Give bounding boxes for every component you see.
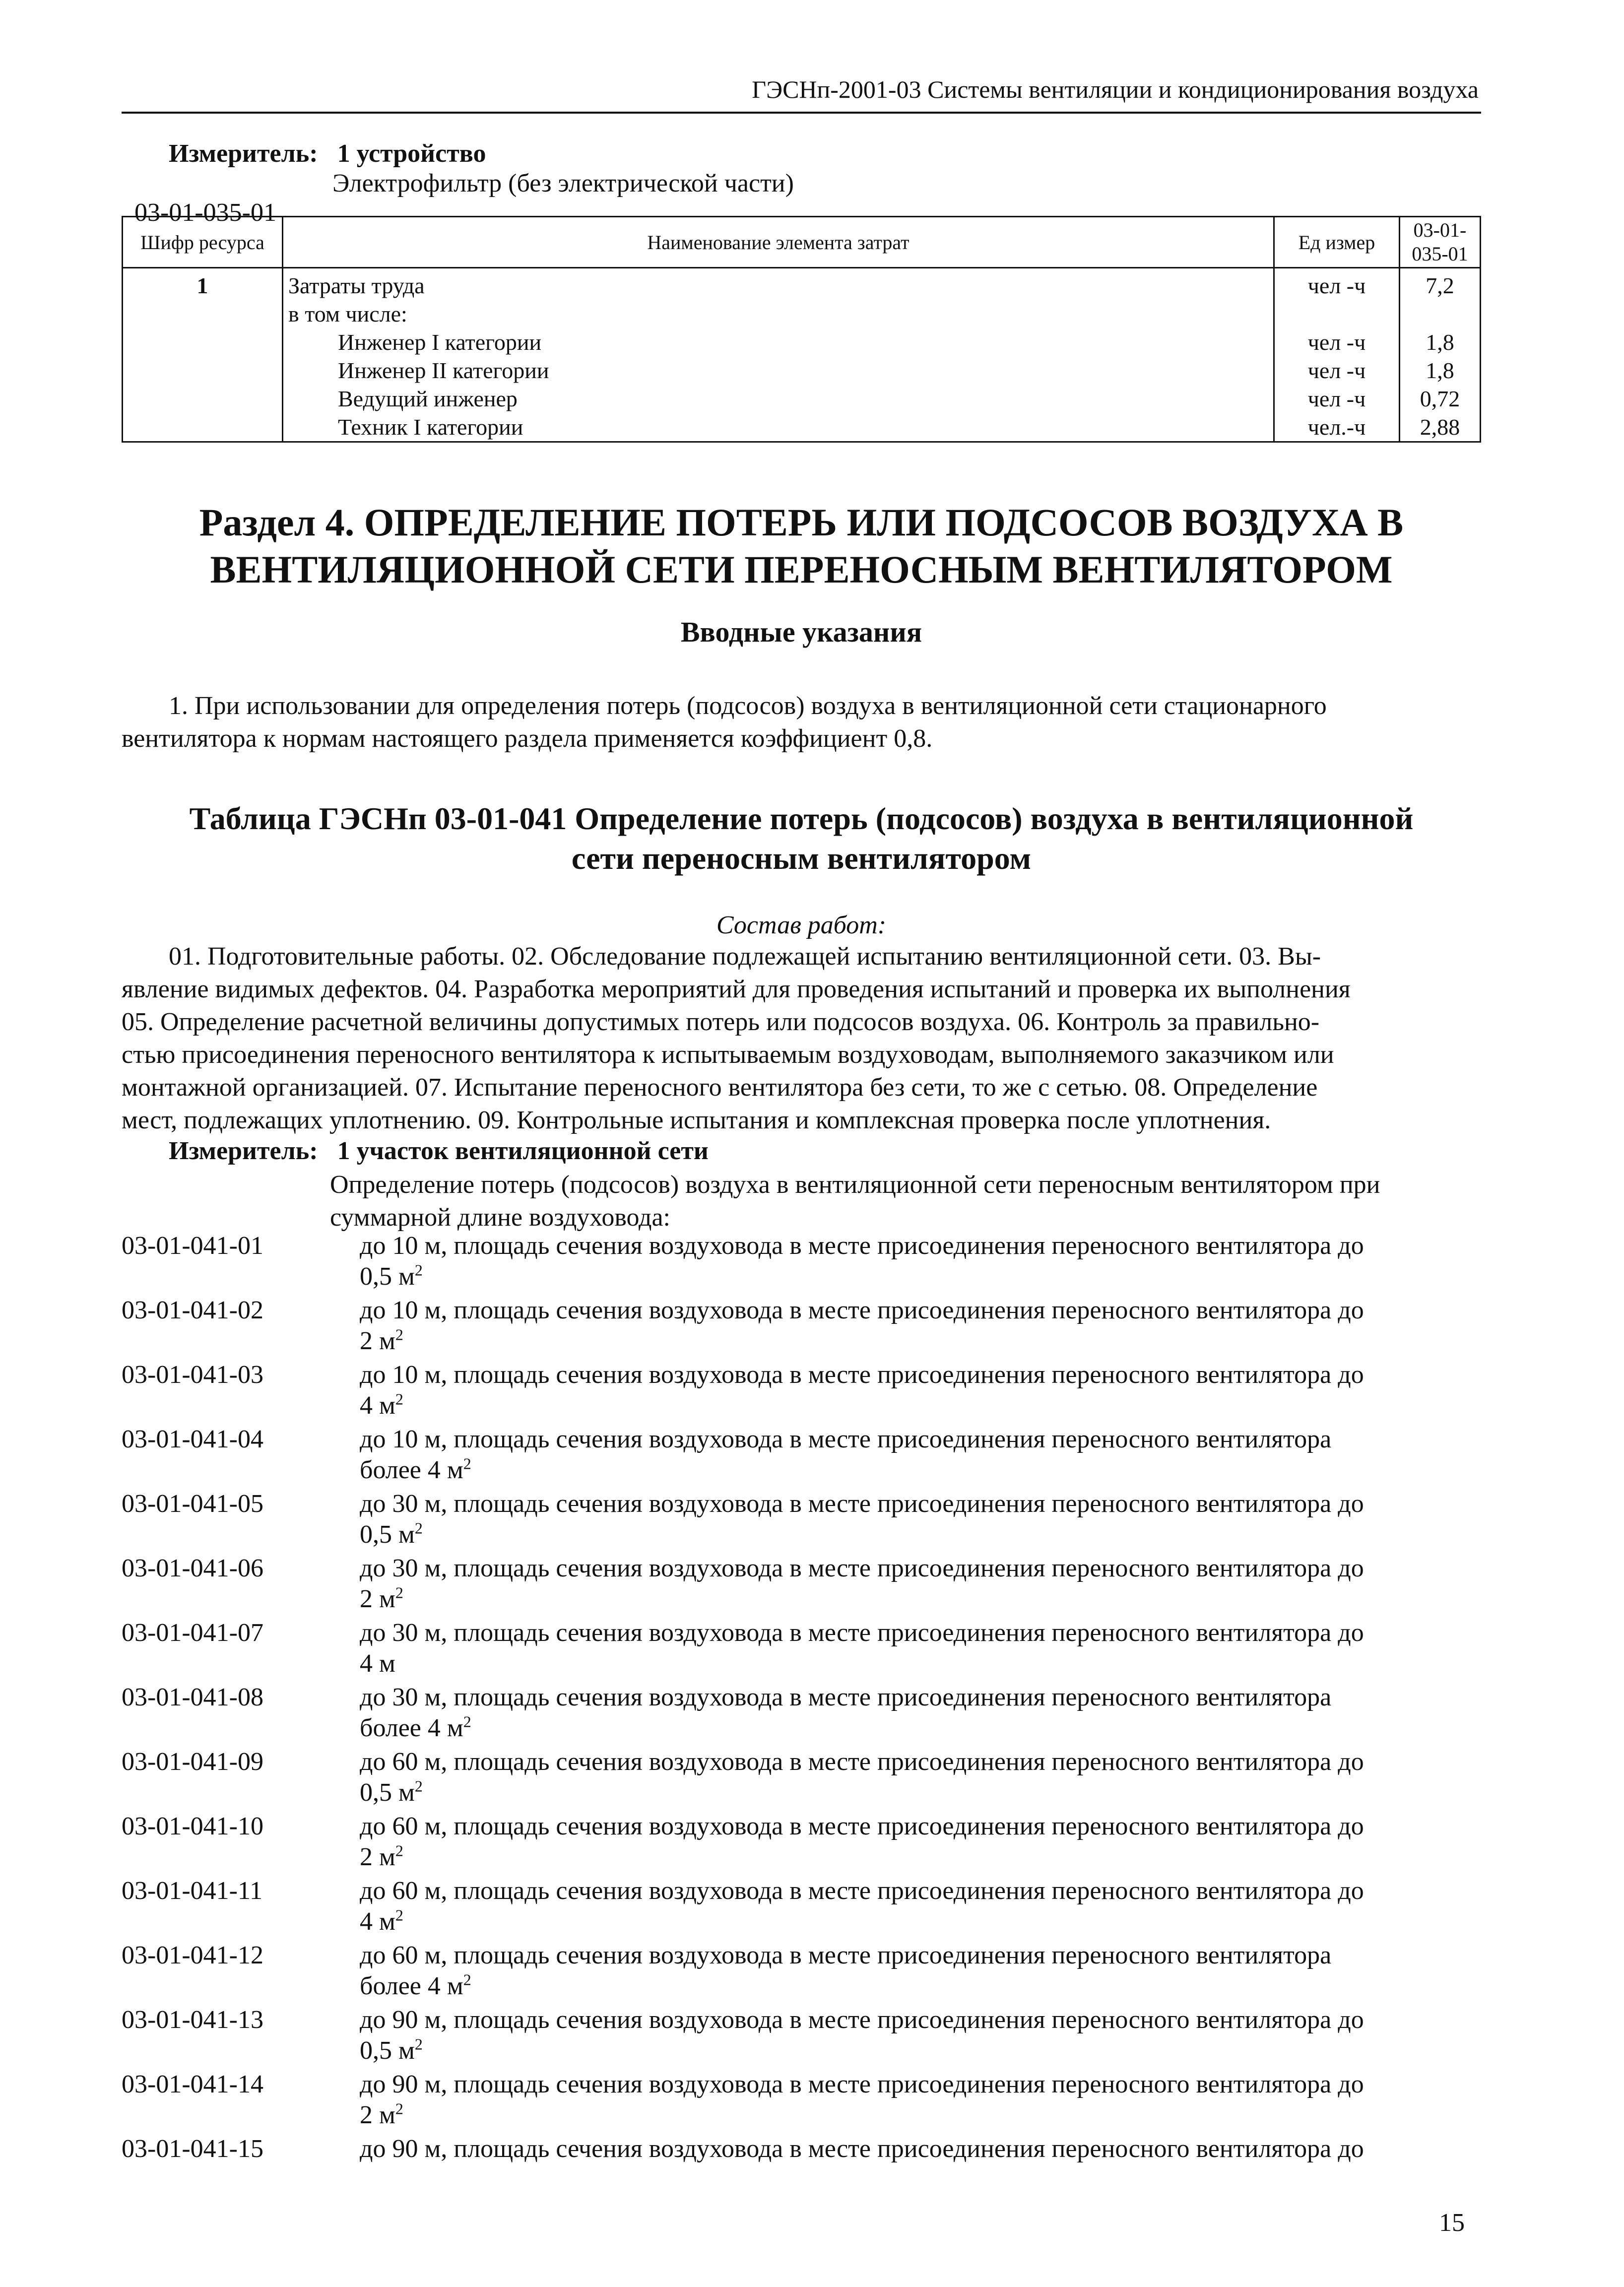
item-unit-text: 2 м xyxy=(360,1327,395,1355)
item-code: 03-01-041-01 xyxy=(122,1232,263,1260)
item-description xyxy=(360,1424,1476,1486)
col-header-value: 03-01-035-01 xyxy=(1400,217,1481,268)
definition-line: суммарной длине воздуховода: xyxy=(330,1203,671,1232)
item-description xyxy=(360,1360,1476,1421)
resource-unit: чел -ч xyxy=(1307,386,1366,411)
item-line: до 10 м, площадь сечения воздуховода в месте присоединения переносного вентилятора до xyxy=(360,1361,1364,1389)
table-title-line: Таблица ГЭСНп 03-01-041 Определение потерь (подсосов) воздуха в вентиляционной xyxy=(189,801,1414,836)
item-unit-superscript: 2 xyxy=(414,1261,423,1279)
section-title xyxy=(122,499,1481,593)
item-line: до 10 м, площадь сечения воздуховода в месте присоединения переносного вентилятора xyxy=(360,1425,1332,1453)
item-description xyxy=(360,1876,1476,1937)
item-description xyxy=(360,1940,1476,2002)
resource-value: 0,72 xyxy=(1420,386,1460,411)
resource-unit: чел -ч xyxy=(1307,273,1366,298)
item-code: 03-01-041-13 xyxy=(122,2006,263,2034)
item-line xyxy=(360,1648,1476,1679)
definition-line: Определение потерь (подсосов) воздуха в вентиляционной сети переносным вентилятором при xyxy=(330,1171,1380,1199)
work-paragraph xyxy=(122,940,1481,1137)
item-line: до 30 м, площадь сечения воздуховода в месте присоединения переносного вентилятора до xyxy=(360,1554,1364,1582)
work-line: 01. Подготовительные работы. 02. Обследование подлежащей испытанию вентиляционной сети. 03. Вы- xyxy=(169,942,1321,971)
item-line: до 60 м, площадь сечения воздуховода в месте присоединения переносного вентилятора до xyxy=(360,1748,1364,1776)
resource-table xyxy=(122,216,1481,443)
item-unit-superscript: 2 xyxy=(463,1970,471,1989)
item-unit-text: 2 м xyxy=(360,1585,395,1613)
intro-line: 1. При использовании для определения потерь (подсосов) воздуха в вентиляционной сети стационарного xyxy=(169,692,1327,720)
item-line: до 90 м, площадь сечения воздуховода в месте присоединения переносного вентилятора до xyxy=(360,2135,1364,2163)
resource-unit: чел -ч xyxy=(1307,358,1366,383)
item-line xyxy=(360,1519,1476,1550)
item-description xyxy=(360,1231,1476,1292)
section-title-line: Раздел 4. ОПРЕДЕЛЕНИЕ ПОТЕРЬ ИЛИ ПОДСОСОВ ВОЗДУХА В xyxy=(199,501,1404,544)
item-unit-text: 2 м xyxy=(360,2101,395,2129)
running-header: ГЭСНп-2001-03 Системы вентиляции и кондиционирования воздуха xyxy=(752,75,1479,103)
code-number: 03-01-035-01 xyxy=(134,198,276,227)
item-line xyxy=(360,1261,1476,1292)
resource-value: 7,2 xyxy=(1426,273,1454,298)
item-unit-text: 4 м xyxy=(360,1907,395,1936)
item-line: до 90 м, площадь сечения воздуховода в месте присоединения переносного вентилятора до xyxy=(360,2070,1364,2098)
resource-value: 1,8 xyxy=(1426,358,1454,383)
item-line xyxy=(360,1390,1476,1421)
item-unit-superscript: 2 xyxy=(463,1454,471,1473)
item-code: 03-01-041-15 xyxy=(122,2135,263,2163)
item-code: 03-01-041-14 xyxy=(122,2070,263,2098)
item-line xyxy=(360,1713,1476,1744)
work-heading: Состав работ: xyxy=(716,911,887,939)
resource-name: Инженер I категории xyxy=(338,329,542,355)
table-row xyxy=(123,268,1481,442)
item-line xyxy=(360,1842,1476,1873)
item-description xyxy=(360,2005,1476,2066)
work-line: явление видимых дефектов. 04. Разработка мероприятий для проведения испытаний и проверка их выполнения xyxy=(122,975,1351,1003)
item-line: до 30 м, площадь сечения воздуховода в месте присоединения переносного вентилятора до xyxy=(360,1490,1364,1518)
resource-unit: чел -ч xyxy=(1307,329,1366,355)
item-unit-superscript: 2 xyxy=(414,1519,423,1537)
item-line xyxy=(360,1777,1476,1808)
item-unit-superscript: 2 xyxy=(395,2099,403,2118)
intro-heading: Вводные указания xyxy=(680,616,922,648)
item-unit-text: 0,5 м xyxy=(360,2036,415,2065)
item-unit-text: 0,5 м xyxy=(360,1778,415,1807)
item-line xyxy=(360,1971,1476,2002)
resource-name: Затраты труда xyxy=(288,273,425,298)
section-title-line: ВЕНТИЛЯЦИОННОЙ СЕТИ ПЕРЕНОСНЫМ ВЕНТИЛЯТОРОМ xyxy=(210,548,1393,591)
resource-value: 1,8 xyxy=(1426,329,1454,355)
item-line xyxy=(360,1326,1476,1357)
item-line: до 60 м, площадь сечения воздуховода в месте присоединения переносного вентилятора до xyxy=(360,1812,1364,1840)
item-unit-text: 4 м xyxy=(360,1649,395,1678)
item-code: 03-01-041-04 xyxy=(122,1425,263,1453)
item-line: до 60 м, площадь сечения воздуховода в месте присоединения переносного вентилятора до xyxy=(360,1877,1364,1905)
resource-code: 1 xyxy=(123,268,283,442)
col-header-unit: Ед измер xyxy=(1274,217,1400,268)
item-unit-text: 0,5 м xyxy=(360,1520,415,1549)
header-rule xyxy=(122,112,1481,114)
item-description xyxy=(360,2134,1476,2164)
item-unit-text: 4 м xyxy=(360,1391,395,1420)
item-line xyxy=(360,2100,1476,2131)
item-description xyxy=(360,1618,1476,1679)
item-line xyxy=(360,1455,1476,1486)
item-code: 03-01-041-08 xyxy=(122,1683,263,1711)
item-line xyxy=(360,1906,1476,1937)
item-code: 03-01-041-02 xyxy=(122,1296,263,1324)
table-title-line: сети переносным вентилятором xyxy=(571,841,1032,876)
work-line: стью присоединения переносного вентилятора к испытываемым воздуховодам, выполняемого заказчиком или xyxy=(122,1041,1334,1069)
intro-paragraph xyxy=(122,690,1481,755)
page-number: 15 xyxy=(1439,2209,1465,2237)
item-code: 03-01-041-06 xyxy=(122,1554,263,1582)
item-description xyxy=(360,1811,1476,1873)
resource-unit: чел.-ч xyxy=(1307,414,1366,440)
table-title xyxy=(122,799,1481,878)
item-line: до 60 м, площадь сечения воздуховода в месте присоединения переносного вентилятора xyxy=(360,1941,1332,1969)
item-unit-superscript: 2 xyxy=(395,1906,403,1924)
intro-line: вентилятора к нормам настоящего раздела применяется коэффициент 0,8. xyxy=(122,724,933,753)
resource-name: Ведущий инженер xyxy=(338,386,518,411)
item-code: 03-01-041-07 xyxy=(122,1619,263,1647)
item-line: до 10 м, площадь сечения воздуховода в месте присоединения переносного вентилятора до xyxy=(360,1232,1364,1260)
code-description: Электрофильтр (без электрической части) xyxy=(332,169,794,197)
item-unit-superscript: 2 xyxy=(463,1712,471,1731)
item-unit-superscript: 2 xyxy=(395,1325,403,1344)
item-description xyxy=(360,1489,1476,1550)
item-code: 03-01-041-03 xyxy=(122,1361,263,1389)
work-line: 05. Определение расчетной величины допустимых потерь или подсосов воздуха. 06. Контроль за правильно- xyxy=(122,1008,1320,1036)
work-line: монтажной организацией. 07. Испытание переносного вентилятора без сети, то же с сетью. 08. Определение xyxy=(122,1073,1318,1102)
col-header-code: Шифр ресурса xyxy=(123,217,283,268)
item-unit-superscript: 2 xyxy=(414,1777,423,1795)
item-line: до 10 м, площадь сечения воздуховода в месте присоединения переносного вентилятора до xyxy=(360,1296,1364,1324)
item-unit-superscript: 2 xyxy=(395,1841,403,1860)
item-unit-superscript: 2 xyxy=(414,2035,423,2053)
meter-label-2: Измеритель: 1 участок вентиляционной сети xyxy=(169,1137,709,1165)
item-code: 03-01-041-09 xyxy=(122,1748,263,1776)
meter-label: Измеритель: 1 устройство xyxy=(169,139,486,168)
resource-name: Техник I категории xyxy=(338,414,523,440)
item-line: до 90 м, площадь сечения воздуховода в месте присоединения переносного вентилятора до xyxy=(360,2006,1364,2034)
definition-text xyxy=(330,1169,1380,1234)
item-unit-superscript: 2 xyxy=(395,1583,403,1602)
item-description xyxy=(360,1682,1476,1744)
item-unit-text: более 4 м xyxy=(360,1972,463,2000)
item-line xyxy=(360,1584,1476,1615)
resource-value: 2,88 xyxy=(1420,414,1460,440)
resource-names xyxy=(283,268,1274,442)
item-unit-text: 2 м xyxy=(360,1843,395,1871)
item-description xyxy=(360,1553,1476,1615)
work-line: мест, подлежащих уплотнению. 09. Контрольные испытания и комплексная проверка после уплотнения. xyxy=(122,1106,1271,1134)
resource-value xyxy=(1405,300,1475,328)
item-code: 03-01-041-12 xyxy=(122,1941,263,1969)
item-code: 03-01-041-10 xyxy=(122,1812,263,1840)
item-description xyxy=(360,2069,1476,2131)
item-unit-text: более 4 м xyxy=(360,1456,463,1484)
resource-name: в том числе: xyxy=(288,301,407,327)
item-unit-text: 0,5 м xyxy=(360,1262,415,1291)
col-header-name: Наименование элемента затрат xyxy=(283,217,1274,268)
item-code: 03-01-041-05 xyxy=(122,1490,263,1518)
table-header-row xyxy=(123,217,1481,268)
resource-name: Инженер II категории xyxy=(338,358,549,383)
item-code: 03-01-041-11 xyxy=(122,1877,263,1905)
resource-values xyxy=(1400,268,1481,442)
item-unit-superscript: 2 xyxy=(395,1390,403,1408)
resource-units xyxy=(1274,268,1400,442)
item-line xyxy=(360,2035,1476,2066)
item-description xyxy=(360,1747,1476,1808)
item-line: до 30 м, площадь сечения воздуховода в месте присоединения переносного вентилятора до xyxy=(360,1619,1364,1647)
item-unit-text: более 4 м xyxy=(360,1714,463,1742)
item-line: до 30 м, площадь сечения воздуховода в месте присоединения переносного вентилятора xyxy=(360,1683,1332,1711)
resource-unit xyxy=(1280,300,1394,328)
item-description xyxy=(360,1295,1476,1357)
